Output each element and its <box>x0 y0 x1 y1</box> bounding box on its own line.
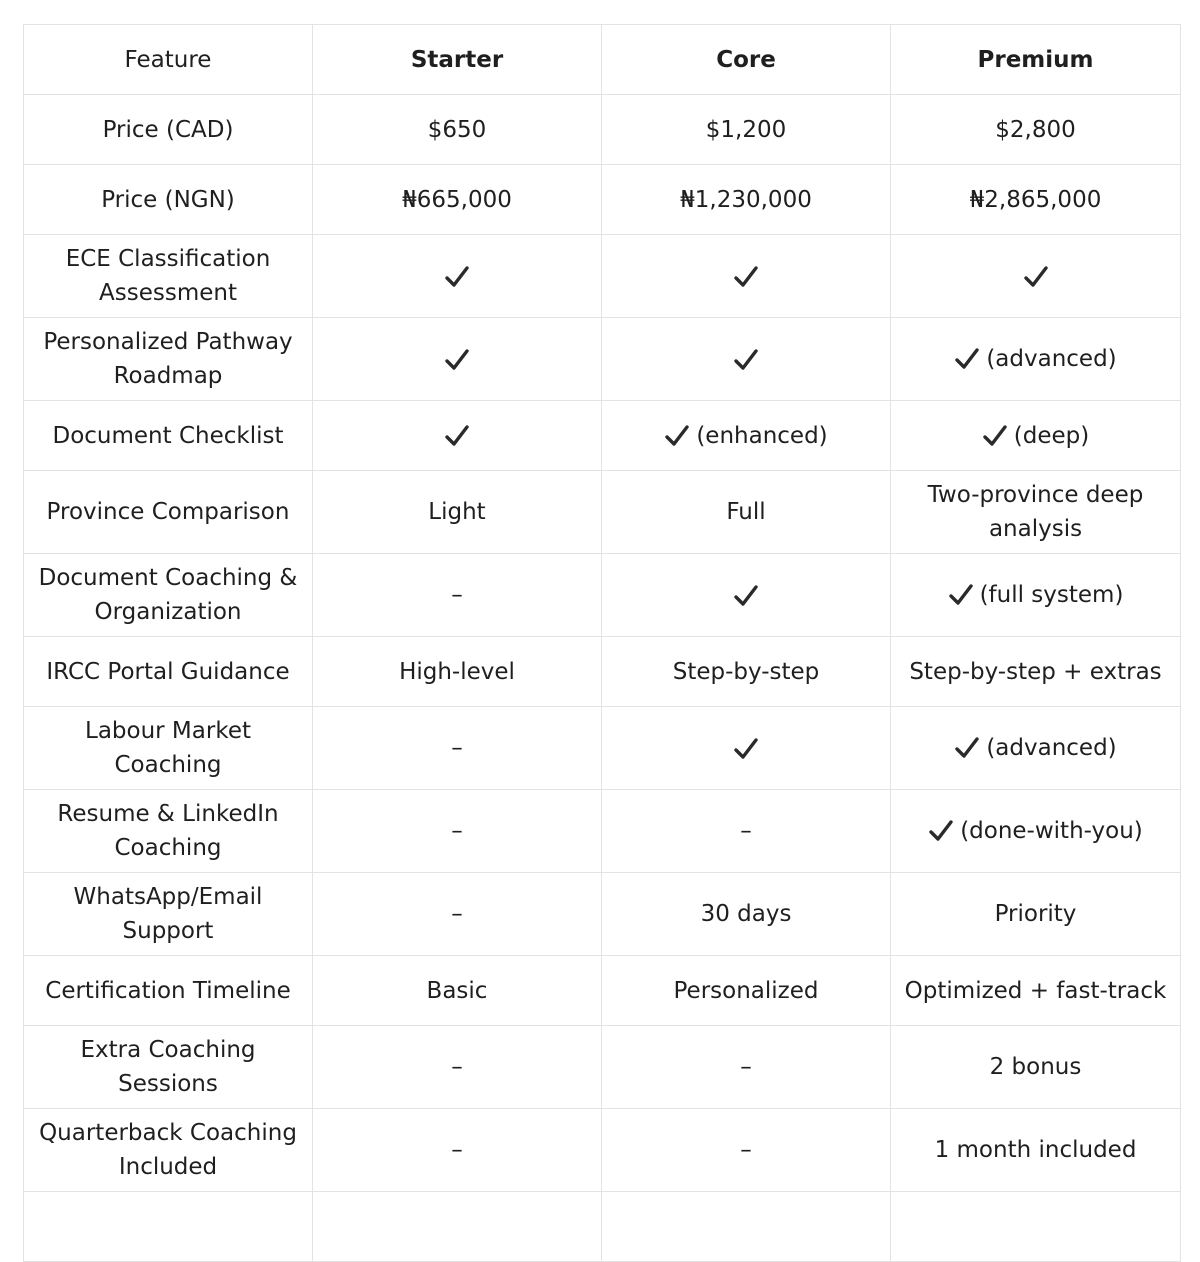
feature-label: Price (NGN) <box>24 165 313 235</box>
cell-note: (advanced) <box>986 735 1117 762</box>
feature-label: WhatsApp/Email Support <box>24 873 313 956</box>
tier-cell-premium: Two-province deep analysis <box>891 471 1181 554</box>
feature-label: Certification Timeline <box>24 956 313 1026</box>
cell-note: (full system) <box>979 582 1124 609</box>
tier-cell-premium <box>891 235 1181 318</box>
checkmark-icon <box>444 423 470 449</box>
tier-cell-premium: Optimized + fast-track <box>891 956 1181 1026</box>
tier-cell-premium: Step-by-step + extras <box>891 637 1181 707</box>
table-header-row <box>24 25 1181 95</box>
table-row <box>24 554 1181 637</box>
tier-cell-starter: – <box>313 1109 602 1192</box>
tier-cell-core <box>602 707 891 790</box>
tier-cell-core: – <box>602 790 891 873</box>
tier-cell-starter <box>313 235 602 318</box>
checkmark-icon <box>444 264 470 290</box>
tier-cell-core: – <box>602 1026 891 1109</box>
tier-cell-premium <box>891 401 1181 471</box>
tier-cell-premium: 2 bonus <box>891 1026 1181 1109</box>
tier-cell-core: Personalized <box>602 956 891 1026</box>
tier-cell-starter <box>313 1192 602 1262</box>
table-row <box>24 1192 1181 1262</box>
checkmark-icon <box>733 347 759 373</box>
tier-cell-premium <box>891 707 1181 790</box>
tier-cell-starter: – <box>313 1026 602 1109</box>
feature-label: Resume & LinkedIn Coaching <box>24 790 313 873</box>
table-row <box>24 1026 1181 1109</box>
table-row <box>24 790 1181 873</box>
tier-cell-starter: Light <box>313 471 602 554</box>
tier-cell-core: – <box>602 1109 891 1192</box>
checkmark-icon <box>954 346 980 372</box>
checkmark-icon <box>444 347 470 373</box>
table-row <box>24 318 1181 401</box>
table-row <box>24 471 1181 554</box>
feature-column-header: Feature <box>24 25 313 95</box>
tier-cell-starter: – <box>313 554 602 637</box>
feature-label <box>24 1192 313 1262</box>
tier-cell-core <box>602 318 891 401</box>
tier-cell-starter: ₦665,000 <box>313 165 602 235</box>
tier-cell-core: Full <box>602 471 891 554</box>
tier-cell-core: Step-by-step <box>602 637 891 707</box>
tier-cell-starter: $650 <box>313 95 602 165</box>
cell-note: (deep) <box>1013 422 1090 449</box>
feature-label: Labour Market Coaching <box>24 707 313 790</box>
tier-cell-starter <box>313 401 602 471</box>
pricing-comparison-table <box>23 24 1181 1262</box>
tier-cell-core: ₦1,230,000 <box>602 165 891 235</box>
tier-cell-core <box>602 401 891 471</box>
tier-cell-starter: – <box>313 873 602 956</box>
tier-cell-premium: Priority <box>891 873 1181 956</box>
tier-cell-core <box>602 1192 891 1262</box>
tier-cell-premium <box>891 318 1181 401</box>
tier-header-premium: Premium <box>891 25 1181 95</box>
cell-note: (advanced) <box>986 346 1117 373</box>
checkmark-icon <box>664 423 690 449</box>
tier-cell-premium <box>891 1192 1181 1262</box>
table-row <box>24 1109 1181 1192</box>
table-row <box>24 235 1181 318</box>
feature-label: IRCC Portal Guidance <box>24 637 313 707</box>
table-row <box>24 95 1181 165</box>
tier-cell-starter: Basic <box>313 956 602 1026</box>
tier-cell-premium: $2,800 <box>891 95 1181 165</box>
cell-note: (enhanced) <box>696 422 828 449</box>
tier-cell-starter <box>313 318 602 401</box>
checkmark-icon <box>982 423 1008 449</box>
feature-label: Price (CAD) <box>24 95 313 165</box>
feature-label: Extra Coaching Sessions <box>24 1026 313 1109</box>
tier-cell-core: $1,200 <box>602 95 891 165</box>
table-row <box>24 873 1181 956</box>
table-row <box>24 637 1181 707</box>
table-row <box>24 956 1181 1026</box>
tier-cell-core: 30 days <box>602 873 891 956</box>
table-row <box>24 707 1181 790</box>
tier-cell-premium <box>891 790 1181 873</box>
tier-cell-starter: High-level <box>313 637 602 707</box>
checkmark-icon <box>928 818 954 844</box>
tier-cell-core <box>602 554 891 637</box>
tier-header-core: Core <box>602 25 891 95</box>
tier-cell-starter: – <box>313 707 602 790</box>
tier-cell-core <box>602 235 891 318</box>
feature-label: ECE Classification Assessment <box>24 235 313 318</box>
checkmark-icon <box>1023 264 1049 290</box>
table-row <box>24 165 1181 235</box>
feature-label: Quarterback Coaching Included <box>24 1109 313 1192</box>
checkmark-icon <box>733 264 759 290</box>
feature-label: Document Checklist <box>24 401 313 471</box>
checkmark-icon <box>733 583 759 609</box>
feature-label: Personalized Pathway Roadmap <box>24 318 313 401</box>
checkmark-icon <box>948 582 974 608</box>
table-row <box>24 401 1181 471</box>
tier-cell-starter: – <box>313 790 602 873</box>
tier-cell-premium: ₦2,865,000 <box>891 165 1181 235</box>
feature-label: Document Coaching & Organization <box>24 554 313 637</box>
cell-note: (done-with-you) <box>960 818 1143 845</box>
tier-header-starter: Starter <box>313 25 602 95</box>
tier-cell-premium: 1 month included <box>891 1109 1181 1192</box>
checkmark-icon <box>954 735 980 761</box>
tier-cell-premium <box>891 554 1181 637</box>
feature-label: Province Comparison <box>24 471 313 554</box>
checkmark-icon <box>733 736 759 762</box>
